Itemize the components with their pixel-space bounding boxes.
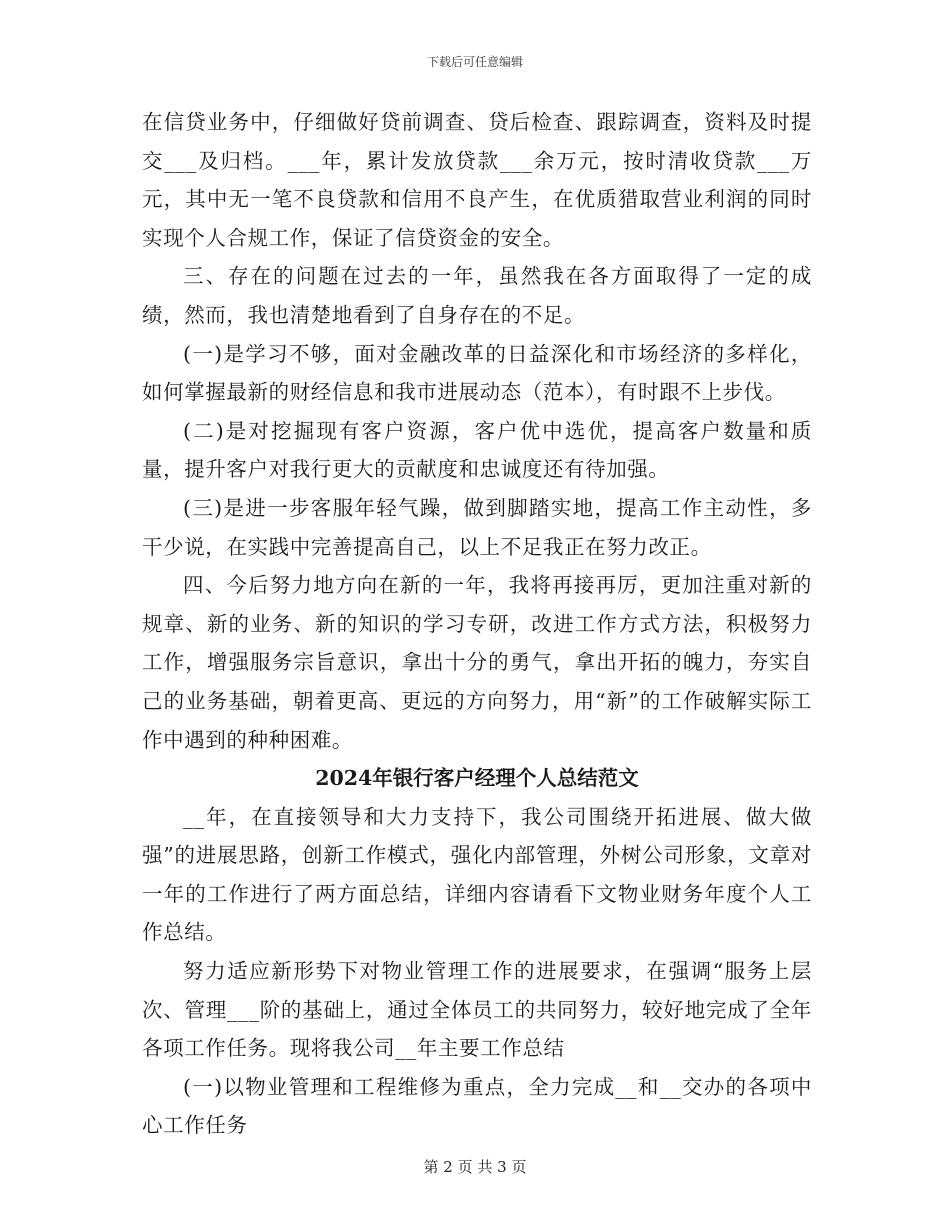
document-body [142, 103, 812, 1145]
paragraph: (三)是进一步客服年轻气躁，做到脚踏实地，提高工作主动性，多干少说，在实践中完善提高自己，以上不足我正在努力改正。 [142, 495, 812, 559]
paragraph: __年，在直接领导和大力支持下，我公司围绕开拓进展、做大做强”的进展思路，创新工作模式，强化内部管理，外树公司形象，文章对一年的工作进行了两方面总结，详细内容请看下文物业财务年度个人工作总结。 [142, 804, 812, 945]
paragraph: (二)是对挖掘现有客户资源，客户优中选优，提高客户数量和质量，提升客户对我行更大的贡献度和忠诚度还有待加强。 [142, 418, 812, 482]
paragraph: 努力适应新形势下对物业管理工作的进展要求，在强调“服务上层次、管理___阶的基础上，通过全体员工的共同努力，较好地完成了全年各项工作任务。现将我公司__年主要工作总结 [142, 959, 812, 1061]
paragraph: 三、存在的问题在过去的一年，虽然我在各方面取得了一定的成绩，然而，我也清楚地看到了自身存在的不足。 [142, 264, 812, 327]
paragraph: 在信贷业务中，仔细做好贷前调查、贷后检查、跟踪调查，资料及时提交___及归档。___年，累计发放贷款___余万元，按时清收贷款___万元，其中无一笔不良贷款和信用不良产生，在优质猎取营业利润的同时实现个人合规工作，保证了信贷资金的安全。 [142, 110, 812, 250]
page-header: 下载后可任意编辑 [426, 55, 523, 69]
page-footer: 第 2 页 共 3 页 [423, 1158, 527, 1176]
paragraph: (一)是学习不够，面对金融改革的日益深化和市场经济的多样化，如何掌握最新的财经信息和我市进展动态（范本），有时跟不上步伐。 [142, 341, 812, 405]
paragraph: (一)以物业管理和工程维修为重点，全力完成__和__交办的各项中心工作任务 [142, 1074, 812, 1138]
section-title: 2024年银行客户经理个人总结范文 [315, 766, 639, 791]
paragraph: 四、今后努力地方向在新的一年，我将再接再厉，更加注重对新的规章、新的业务、新的知识的学习专研，改进工作方式方法，积极努力工作，增强服务宗旨意识，拿出十分的勇气，拿出开拓的魄力，夯实自己的业务基础，朝着更高、更远的方向努力，用“新”的工作破解实际工作中遇到的种种困难。 [142, 573, 812, 752]
